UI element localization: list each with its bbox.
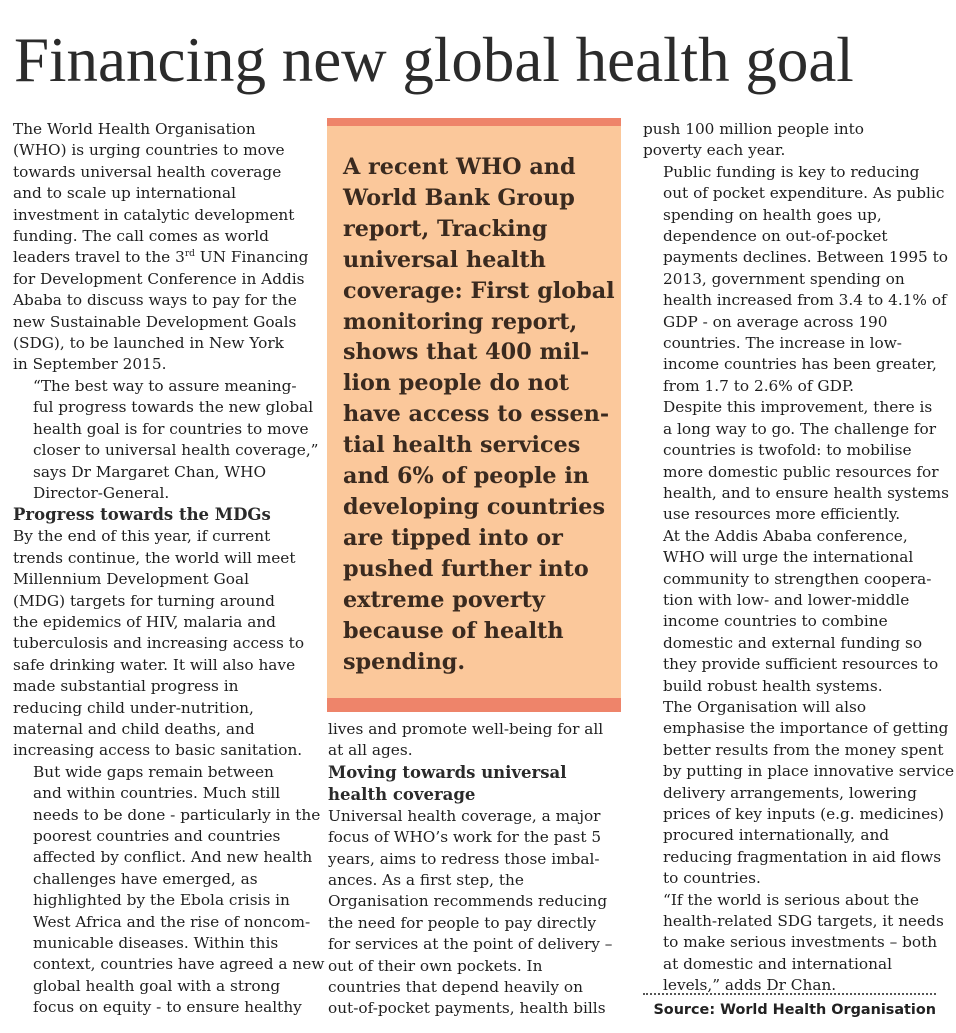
text-line: to countries.: [663, 869, 761, 888]
text-line: West Africa and the rise of noncom-: [33, 912, 311, 931]
paragraph-better-results: [643, 697, 955, 890]
text-line: increasing access to basic sanitation.: [13, 741, 303, 760]
text-line: “The best way to assure meaning-: [33, 376, 297, 395]
source-divider: [643, 993, 936, 995]
text-line: towards universal health coverage: [13, 162, 282, 181]
text-line: Despite this improvement, there is: [663, 398, 933, 417]
text-line: reducing fragmentation in aid flows: [663, 847, 942, 866]
text-line: better results from the money spent: [663, 740, 944, 759]
text-line: funding. The call comes as world: [13, 227, 269, 246]
text-line: they provide sufficient resources to: [663, 655, 939, 674]
text-line: tuberculosis and increasing access to: [13, 634, 305, 653]
text-line: context, countries have agreed a new: [33, 955, 325, 974]
paragraph-lives-wellbeing: [328, 719, 618, 762]
text-line: investment in catalytic development: [13, 205, 295, 224]
text-line: and to scale up international: [13, 184, 237, 203]
text-line: lives and promote well-being for all: [328, 720, 604, 738]
text-line: closer to universal health coverage,”: [33, 441, 319, 460]
text-line: maternal and child deaths, and: [13, 719, 255, 738]
text-line: countries is twofold: to mobilise: [663, 441, 912, 460]
paragraph-challenge: [643, 397, 949, 525]
pull-quote-line: report, Tracking: [343, 215, 548, 242]
ordinal-superscript: rd: [184, 249, 195, 260]
subhead-line: health coverage: [328, 784, 476, 804]
text-line: use resources more efficiently.: [663, 505, 901, 524]
text-line: out-of-pocket payments, health bills: [328, 999, 606, 1018]
paragraph-wide-gaps: [13, 762, 325, 1019]
text-line: health-related SDG targets, it needs: [663, 912, 944, 931]
text-line: Ababa to discuss ways to pay for the: [13, 291, 297, 310]
pull-quote-line: spending.: [343, 648, 466, 675]
subhead-progress-mdgs: Progress towards the MDGs: [13, 505, 271, 525]
text-line: delivery arrangements, lowering: [663, 783, 917, 802]
text-line: safe drinking water. It will also have: [13, 655, 296, 674]
pull-quote-line: shows that 400 mil-: [343, 339, 590, 366]
article-headline: Financing new global health goal: [14, 25, 854, 95]
text-line: global health goal with a strong: [33, 976, 281, 995]
subhead-universal-coverage: [328, 762, 618, 806]
text-line: says Dr Margaret Chan, WHO: [33, 462, 267, 481]
subhead-line: Moving towards universal: [328, 762, 567, 782]
text-line: by putting in place innovative service: [663, 762, 955, 781]
text-line: the epidemics of HIV, malaria and: [13, 612, 276, 631]
paragraph-mdg-targets: [13, 526, 313, 761]
text-line: build robust health systems.: [663, 676, 883, 695]
paragraph-uhc-focus: [328, 806, 618, 1020]
article-column-2: [328, 719, 618, 1020]
text-line: at domestic and international: [663, 954, 892, 973]
text-line: procured internationally, and: [663, 826, 890, 845]
text-line: prices of key inputs (e.g. medicines): [663, 805, 944, 823]
text-line: needs to be done - particularly in the: [33, 805, 321, 824]
text-line: out of their own pockets. In: [328, 956, 543, 975]
text-line: focus of WHO’s work for the past 5: [328, 828, 602, 847]
text-line: to make serious investments – both: [663, 933, 938, 952]
text-line: Organisation recommends reducing: [328, 892, 608, 911]
text-line: countries. The increase in low-: [663, 334, 902, 353]
text-line: income countries to combine: [663, 612, 888, 631]
text-fragment: leaders travel to the 3: [13, 248, 185, 267]
pull-quote-text: [343, 152, 613, 677]
text-line: and within countries. Much still: [33, 784, 281, 803]
text-line: domestic and external funding so: [663, 633, 923, 652]
text-line: health goal is for countries to move: [33, 419, 309, 438]
text-line: from 1.7 to 2.6% of GDP.: [663, 376, 854, 395]
text-line: spending on health goes up,: [663, 205, 882, 224]
text-line: income countries has been greater,: [663, 355, 937, 374]
text-line: By the end of this year, if current: [13, 527, 271, 546]
text-line: push 100 million people into: [643, 120, 865, 138]
paragraph-addis-conference: [643, 526, 943, 697]
text-line: ful progress towards the new global: [33, 398, 314, 417]
paragraph-closing-quote: [643, 890, 943, 997]
text-line: 2013, government spending on: [663, 269, 905, 288]
text-line: highlighted by the Ebola crisis in: [33, 891, 290, 910]
text-line: At the Addis Ababa conference,: [663, 526, 908, 545]
pull-quote-line: extreme poverty: [343, 586, 545, 613]
text-line: challenges have emerged, as: [33, 869, 258, 888]
text-line: The Organisation will also: [663, 697, 867, 716]
pull-quote-line: monitoring report,: [343, 308, 578, 335]
text-line: emphasise the importance of getting: [663, 719, 949, 738]
text-fragment: UN Financing: [194, 248, 309, 267]
text-line: made substantial progress in: [13, 677, 239, 696]
paragraph-public-funding: [643, 162, 949, 397]
text-line: “If the world is serious about the: [663, 890, 919, 909]
pull-quote-line: coverage: First global: [343, 277, 615, 304]
source-credit: Source: World Health Organisation: [653, 1002, 936, 1018]
text-line: poorest countries and countries: [33, 827, 281, 845]
text-line: GDP - on average across 190: [663, 312, 888, 331]
article-column-3: [643, 119, 955, 997]
text-line: focus on equity - to ensure healthy: [33, 998, 302, 1017]
text-line: dependence on out-of-pocket: [663, 227, 888, 246]
text-line: in September 2015.: [13, 355, 167, 374]
paragraph-intro: [13, 119, 313, 376]
pull-quote-line: tial health services: [343, 432, 581, 459]
text-line: municable diseases. Within this: [33, 934, 279, 953]
text-line: Millennium Development Goal: [13, 570, 249, 589]
text-line: at all ages.: [328, 741, 413, 760]
pull-quote-line: lion people do not: [343, 370, 570, 397]
pull-quote-line: because of health: [343, 617, 564, 644]
text-line: health, and to ensure health systems: [663, 483, 949, 502]
text-line: WHO will urge the international: [663, 548, 914, 567]
text-line: new Sustainable Development Goals: [13, 312, 297, 331]
text-line: ances. As a first step, the: [328, 871, 524, 890]
pull-quote-line: and 6% of people in: [343, 463, 590, 490]
text-line: (SDG), to be launched in New York: [13, 334, 284, 353]
pull-quote-box: [327, 118, 621, 712]
text-line: countries that depend heavily on: [328, 978, 583, 997]
text-line: years, aims to redress those imbal-: [328, 849, 600, 868]
pull-quote-line: universal health: [343, 246, 546, 273]
pull-quote-line: pushed further into: [343, 555, 589, 582]
pull-quote-line: World Bank Group: [343, 184, 575, 211]
text-line: affected by conflict. And new health: [33, 848, 313, 867]
text-line: (WHO) is urging countries to move: [13, 141, 285, 160]
text-line: Director-General.: [33, 483, 170, 502]
text-line: for Development Conference in Addis: [13, 269, 305, 288]
text-line: more domestic public resources for: [663, 462, 939, 481]
text-line: health increased from 3.4 to 4.1% of: [663, 291, 947, 310]
paragraph-poverty: [643, 119, 943, 162]
article-column-1: [13, 119, 325, 1019]
text-line: poverty each year.: [643, 141, 786, 160]
text-line: reducing child under-nutrition,: [13, 698, 254, 717]
pull-quote-line: have access to essen-: [343, 401, 610, 428]
pull-quote-line: developing countries: [343, 493, 606, 520]
text-line: Universal health coverage, a major: [328, 806, 601, 825]
pull-quote-line: are tipped into or: [343, 524, 563, 551]
text-line: the need for people to pay directly: [328, 913, 597, 932]
text-line: trends continue, the world will meet: [13, 548, 296, 567]
text-line: Public funding is key to reducing: [663, 162, 920, 181]
text-line: for services at the point of delivery –: [328, 935, 613, 954]
text-line: [13, 247, 313, 268]
text-line: (MDG) targets for turning around: [13, 591, 275, 610]
text-line: levels,” adds Dr Chan.: [663, 976, 837, 995]
text-line: a long way to go. The challenge for: [663, 419, 937, 438]
text-line: The World Health Organisation: [13, 120, 256, 138]
text-line: payments declines. Between 1995 to: [663, 248, 949, 267]
text-line: out of pocket expenditure. As public: [663, 184, 945, 203]
text-line: But wide gaps remain between: [33, 762, 274, 781]
text-line: community to strengthen coopera-: [663, 569, 932, 588]
paragraph-quote-chan: [13, 376, 319, 504]
pull-quote-line: A recent WHO and: [343, 154, 576, 180]
text-line: tion with low- and lower-middle: [663, 590, 910, 609]
